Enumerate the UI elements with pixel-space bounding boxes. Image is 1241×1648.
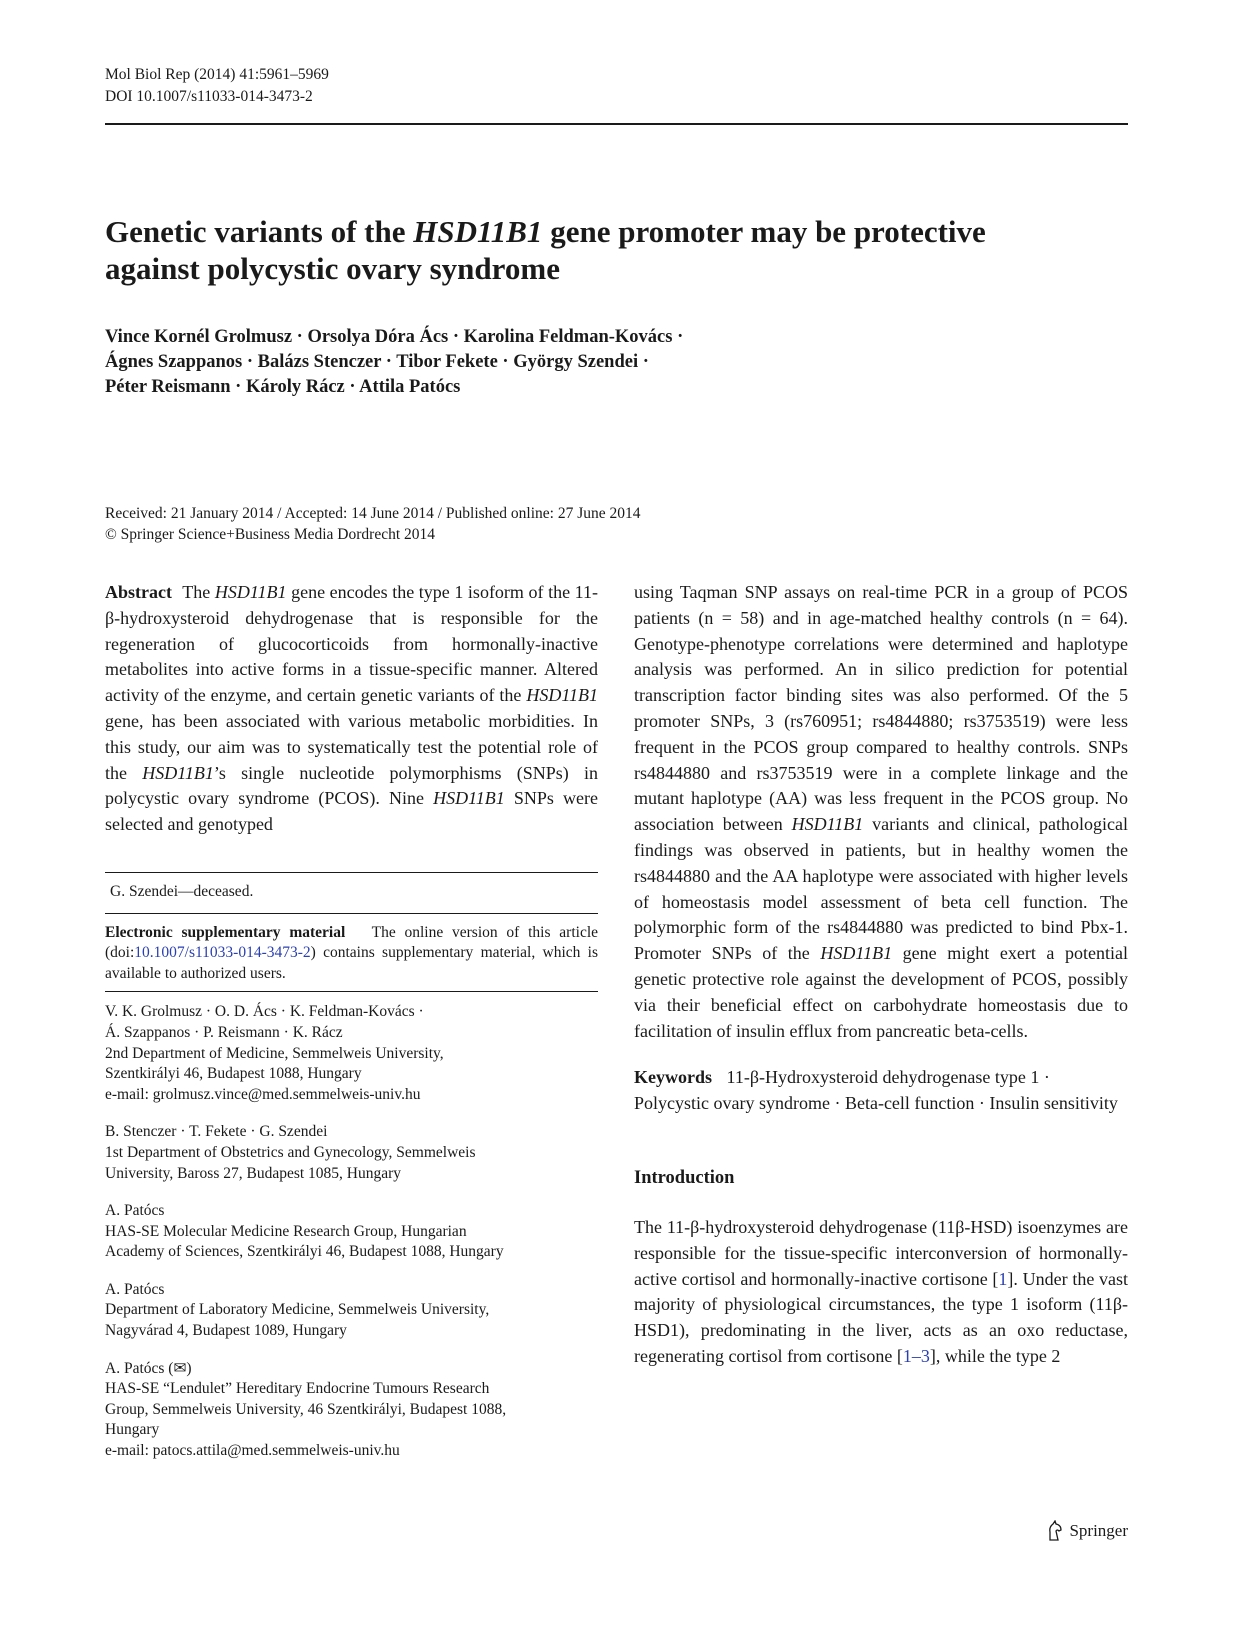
author-line: Péter Reismann · Károly Rácz · Attila Patócs — [105, 377, 461, 397]
copyright: © Springer Science+Business Media Dordrecht 2014 — [105, 526, 436, 543]
doi: DOI 10.1007/s11033-014-3473-2 — [105, 88, 313, 105]
introduction-text: The 11-β-hydroxysteroid dehydrogenase (11β-HSD) isoenzymes are responsible for the tissue-specific interconversion of hormonally-active cortisol and hormonally-inactive cortisone [1]. Under the vast majority of physiological circumstances, the type 1 isoform (11β-HSD1), predominating in the liver, acts as an oxo reductase, regenerating cortisol from cortisone [1–3], while the type 2 — [634, 1216, 1129, 1366]
citation: Mol Biol Rep (2014) 41:5961–5969 — [105, 66, 329, 83]
keywords: Keywords 11-β-Hydroxysteroid dehydrogenase type 1 · Polycystic ovary syndrome · Beta-cell function · Insulin sensitivity — [634, 1067, 1118, 1114]
footnote-rule — [105, 872, 598, 873]
history-dates: Received: 21 January 2014 / Accepted: 14 June 2014 / Published online: 27 June 2014 — [105, 505, 641, 522]
author-line: Vince Kornél Grolmusz · Orsolya Dóra Ács · Karolina Feldman-Kovács · — [105, 327, 684, 347]
esm-note: Electronic supplementary material The online version of this article (doi:10.1007/s11033-014-3473-2) contains supplementary material, which is available to authorized users. — [105, 923, 599, 982]
esm-doi-link[interactable]: 10.1007/s11033-014-3473-2 — [134, 944, 311, 962]
ref-link[interactable]: 1–3 — [902, 1345, 930, 1366]
author-line: Ágnes Szappanos · Balázs Stenczer · Tibor Fekete · György Szendei · — [105, 352, 649, 372]
affiliation: A. Patócs (✉) HAS-SE “Lendulet” Hereditary Endocrine Tumours Research Group, Semmelweis University, 46 Szentkirályi, Budapest 1088, Hungary e-mail: patocs.attila@med.semmelweis-univ.hu — [105, 1359, 598, 1462]
deceased-note: G. Szendei—deceased. — [110, 882, 254, 900]
affiliation: A. Patócs HAS-SE Molecular Medicine Research Group, Hungarian Academy of Sciences, Szentkirályi 46, Budapest 1088, Hungary — [105, 1202, 504, 1261]
esm-label: Electronic supplementary material — [105, 923, 346, 941]
abstract-label: Abstract — [105, 582, 172, 602]
springer-horse-icon — [1045, 1520, 1065, 1542]
footnote-rule — [105, 913, 598, 914]
keywords-label: Keywords — [634, 1067, 712, 1088]
abstract-part-1: Abstract The HSD11B1 gene encodes the type 1 isoform of the 11-β-hydroxysteroid dehydrogenase that is responsible for the regeneration of glucocorticoids from hormonally-inactive metabolites into active forms in a tissue-specific manner. Altered activity of the enzyme, and certain genetic variants of the HSD11B1 gene, has been associated with various metabolic morbidities. In this study, our aim was to systematically test the potential role of the HSD11B1’s single nucleotide polymorphisms (SNPs) in polycystic ovary syndrome (PCOS). Nine HSD11B1 SNPs were selected and genotyped — [105, 582, 598, 835]
introduction-heading: Introduction — [634, 1167, 735, 1188]
left-column — [105, 580, 598, 1462]
email-link[interactable]: e-mail: patocs.attila@med.semmelweis-univ.hu — [105, 1442, 400, 1460]
email-link[interactable]: e-mail: grolmusz.vince@med.semmelweis-univ.hu — [105, 1085, 421, 1103]
right-column — [634, 580, 1128, 1370]
ref-link[interactable]: 1 — [998, 1268, 1008, 1289]
author-list — [105, 325, 1005, 400]
header-rule — [105, 123, 1128, 125]
publisher-name: Springer — [1069, 1521, 1128, 1540]
article-title: Genetic variants of the HSD11B1 gene promoter may be protective against polycystic ovary syndrome — [105, 214, 986, 286]
affiliation: V. K. Grolmusz · O. D. Ács · K. Feldman-Kovács · Á. Szappanos · P. Reismann · K. Rácz 2nd Department of Medicine, Semmelweis University, Szentkirályi 46, Budapest 1088, Hungary e-mail: grolmusz.vince@med.semmelweis-univ.hu — [105, 1002, 598, 1105]
journal-header — [105, 64, 329, 108]
article-history — [105, 503, 641, 545]
affiliation: B. Stenczer · T. Fekete · G. Szendei 1st Department of Obstetrics and Gynecology, Semmelweis University, Baross 27, Budapest 1085, Hungary — [105, 1123, 476, 1182]
footnote-rule — [105, 991, 598, 992]
publisher-logo — [1045, 1520, 1128, 1542]
affiliation: A. Patócs Department of Laboratory Medicine, Semmelweis University, Nagyvárad 4, Budapest 1089, Hungary — [105, 1280, 490, 1340]
abstract-part-2: using Taqman SNP assays on real-time PCR in a group of PCOS patients (n = 58) and in age-matched healthy controls (n = 64). Genotype-phenotype correlations were determined and haplotype analysis was performed. An in silico prediction for potential transcription factor binding sites was also performed. Of the 5 promoter SNPs, 3 (rs760951; rs4844880; rs3753519) were less frequent in the PCOS group compared to healthy controls. SNPs rs4844880 and rs3753519 were in a complete linkage and the mutant haplotype (AA) was less frequent in the PCOS group. No association between HSD11B1 variants and clinical, pathological findings was observed in patients, but in healthy women the rs4844880 and the AA haplotype were associated with higher levels of homeostasis model assessment of beta cell function. The polymorphic form of the rs4844880 was predicted to bind Pbx-1. Promoter SNPs of the HSD11B1 gene might exert a potential genetic protective role against the development of PCOS, possibly via their beneficial effect on carbohydrate homeostasis due to facilitation of insulin efflux from pancreatic beta-cells. — [634, 582, 1128, 1041]
title-gene: HSD11B1 — [413, 214, 543, 249]
